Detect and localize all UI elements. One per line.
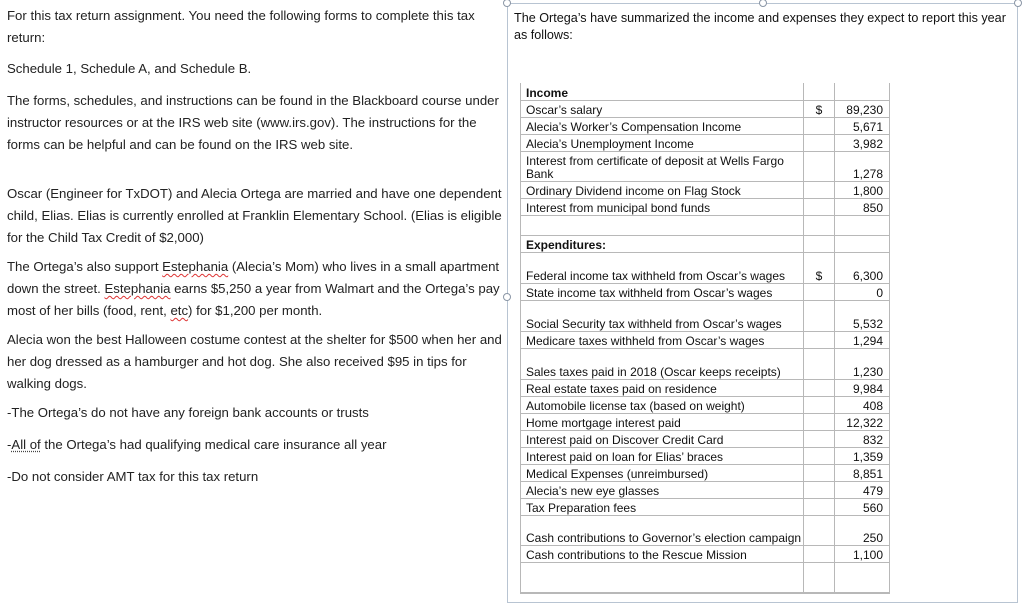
- summary-intro: The Ortega’s have summarized the income and expenses they expect to report this year as follows:: [514, 11, 1006, 42]
- table-row: [521, 101, 889, 118]
- row-label: Alecia’s new eye glasses: [521, 482, 804, 498]
- row-currency: [804, 414, 835, 430]
- row-currency: [804, 118, 835, 134]
- row-currency: $: [804, 253, 835, 283]
- row-label: Interest paid on Discover Credit Card: [521, 431, 804, 447]
- row-label: Medicare taxes withheld from Oscar’s wages: [521, 332, 804, 348]
- row-amount: 1,800: [852, 184, 883, 198]
- table-row: [521, 546, 889, 563]
- table-row: [521, 482, 889, 499]
- para-support: [7, 256, 502, 322]
- row-currency: [804, 380, 835, 396]
- row-amount: 408: [862, 399, 883, 413]
- row-amount: 1,278: [852, 167, 883, 181]
- row-amount: 3,982: [852, 137, 883, 151]
- table-row: [521, 135, 889, 152]
- row-amount: 560: [862, 501, 883, 515]
- note-amt: -Do not consider AMT tax for this tax return: [7, 469, 259, 484]
- row-label: Home mortgage interest paid: [521, 414, 804, 430]
- row-amount: 5,671: [852, 120, 883, 134]
- row-label: Alecia’s Worker’s Compensation Income: [521, 118, 804, 134]
- blank-cell: [804, 216, 835, 235]
- table-row: [521, 332, 889, 349]
- income-expense-table: [520, 83, 890, 594]
- table-row: [521, 465, 889, 482]
- table-header-row: [521, 83, 889, 101]
- row-label: Cash contributions to the Rescue Mission: [521, 546, 804, 562]
- row-currency: [804, 332, 835, 348]
- table-row: [521, 516, 889, 546]
- row-amount: 6,300: [852, 269, 883, 283]
- row-amount: 850: [862, 201, 883, 215]
- table-row: [521, 152, 889, 182]
- table-row: [521, 448, 889, 465]
- table-row: [521, 199, 889, 216]
- row-currency: [804, 482, 835, 498]
- row-label: Cash contributions to Governor’s election campaign: [521, 516, 804, 545]
- text: ) for $1,200 per month.: [188, 303, 323, 318]
- para-schedules: Schedule 1, Schedule A, and Schedule B.: [7, 61, 252, 76]
- note-insurance: [7, 434, 387, 456]
- table-row: [521, 397, 889, 414]
- row-amount: 250: [862, 531, 883, 545]
- resize-handle-middle-left[interactable]: [503, 293, 511, 301]
- table-row: [521, 253, 889, 284]
- blank-cell: [804, 563, 835, 592]
- blank-cell: [521, 563, 804, 592]
- row-label: Tax Preparation fees: [521, 499, 804, 515]
- row-label: Interest from certificate of deposit at Wells Fargo Bank: [521, 152, 804, 181]
- row-label: Sales taxes paid in 2018 (Oscar keeps receipts): [521, 349, 804, 379]
- row-currency: [804, 546, 835, 562]
- row-currency: [804, 397, 835, 413]
- row-amount: 1,230: [852, 365, 883, 379]
- blank-cell: [835, 216, 889, 235]
- text: earns $5,250 a year from Walmart and the Ortega’s pay most of her bills (food, rent,: [7, 281, 500, 318]
- row-currency: $: [804, 101, 835, 117]
- grammar-flag: All of: [11, 437, 41, 452]
- row-label: Ordinary Dividend income on Flag Stock: [521, 182, 804, 198]
- row-label: Federal income tax withheld from Oscar’s wages: [521, 253, 804, 283]
- row-amount: 832: [862, 433, 883, 447]
- spelling-flag: etc: [170, 303, 189, 318]
- spacer-row: [521, 563, 889, 593]
- row-amount: 479: [862, 484, 883, 498]
- row-amount: 0: [876, 286, 883, 300]
- row-amount: 12,322: [846, 416, 883, 430]
- table-row: [521, 118, 889, 135]
- row-currency: [804, 499, 835, 515]
- blank-cell: [835, 563, 889, 592]
- para-forms-needed: For this tax return assignment. You need the following forms to complete this tax return:: [7, 8, 475, 45]
- row-label: State income tax withheld from Oscar’s wages: [521, 284, 804, 300]
- blank-cell: [835, 236, 889, 252]
- text: the Ortega’s had qualifying medical care insurance all year: [40, 437, 387, 452]
- resize-handle-top-right[interactable]: [1014, 0, 1022, 7]
- row-amount: 9,984: [852, 382, 883, 396]
- blank-cell: [835, 83, 889, 100]
- expenditures-header: Expenditures:: [521, 236, 804, 252]
- spelling-flag: Estephania: [104, 281, 171, 296]
- blank-cell: [804, 236, 835, 252]
- row-label: Automobile license tax (based on weight): [521, 397, 804, 413]
- row-currency: [804, 431, 835, 447]
- row-currency: [804, 301, 835, 331]
- row-label: Interest from municipal bond funds: [521, 199, 804, 215]
- row-currency: [804, 284, 835, 300]
- row-label: Medical Expenses (unreimbursed): [521, 465, 804, 481]
- row-amount: 89,230: [846, 103, 883, 117]
- table-row: [521, 182, 889, 199]
- row-currency: [804, 199, 835, 215]
- spacer-row: [521, 216, 889, 236]
- expenditures-header-row: [521, 236, 889, 253]
- row-currency: [804, 152, 835, 181]
- table-row: [521, 380, 889, 397]
- table-row: [521, 414, 889, 431]
- table-row: [521, 284, 889, 301]
- row-currency: [804, 182, 835, 198]
- row-label: Interest paid on loan for Elias’ braces: [521, 448, 804, 464]
- row-label: Oscar’s salary: [521, 101, 804, 117]
- row-currency: [804, 465, 835, 481]
- row-currency: [804, 349, 835, 379]
- blank-cell: [521, 216, 804, 235]
- text: The Ortega’s also support: [7, 259, 163, 274]
- row-amount: 5,532: [852, 317, 883, 331]
- text: -: [7, 437, 12, 452]
- income-header: Income: [521, 83, 804, 100]
- row-amount: 1,100: [852, 548, 883, 562]
- blank-cell: [804, 83, 835, 100]
- para-halloween: Alecia won the best Halloween costume contest at the shelter for $500 when her and her dog dressed as a hamburger and hot dog. She also received $95 in tips for walking dogs.: [7, 332, 502, 391]
- table-row: [521, 499, 889, 516]
- para-family: Oscar (Engineer for TxDOT) and Alecia Ortega are married and have one dependent child, Elias. Elias is currently enrolled at Franklin Elementary School. (Elias is eligible for the Child Tax Credit of $2,000): [7, 186, 502, 245]
- spelling-flag: Estephania: [162, 259, 229, 274]
- table-row: [521, 301, 889, 332]
- row-amount: 8,851: [852, 467, 883, 481]
- row-currency: [804, 448, 835, 464]
- row-label: Real estate taxes paid on residence: [521, 380, 804, 396]
- note-foreign-accounts: -The Ortega’s do not have any foreign bank accounts or trusts: [7, 405, 369, 420]
- table-row: [521, 349, 889, 380]
- row-amount: 1,359: [852, 450, 883, 464]
- row-label: Alecia’s Unemployment Income: [521, 135, 804, 151]
- text: (Alecia’s Mom) who lives in a small apartment down the street.: [7, 259, 500, 296]
- row-label: Social Security tax withheld from Oscar’s wages: [521, 301, 804, 331]
- para-resources: The forms, schedules, and instructions can be found in the Blackboard course under instructor resources or at the IRS web site (www.irs.gov). The instructions for the forms can be helpful and can be found on the IRS web site.: [7, 93, 499, 152]
- table-row: [521, 431, 889, 448]
- row-currency: [804, 135, 835, 151]
- row-currency: [804, 516, 835, 545]
- row-amount: 1,294: [852, 334, 883, 348]
